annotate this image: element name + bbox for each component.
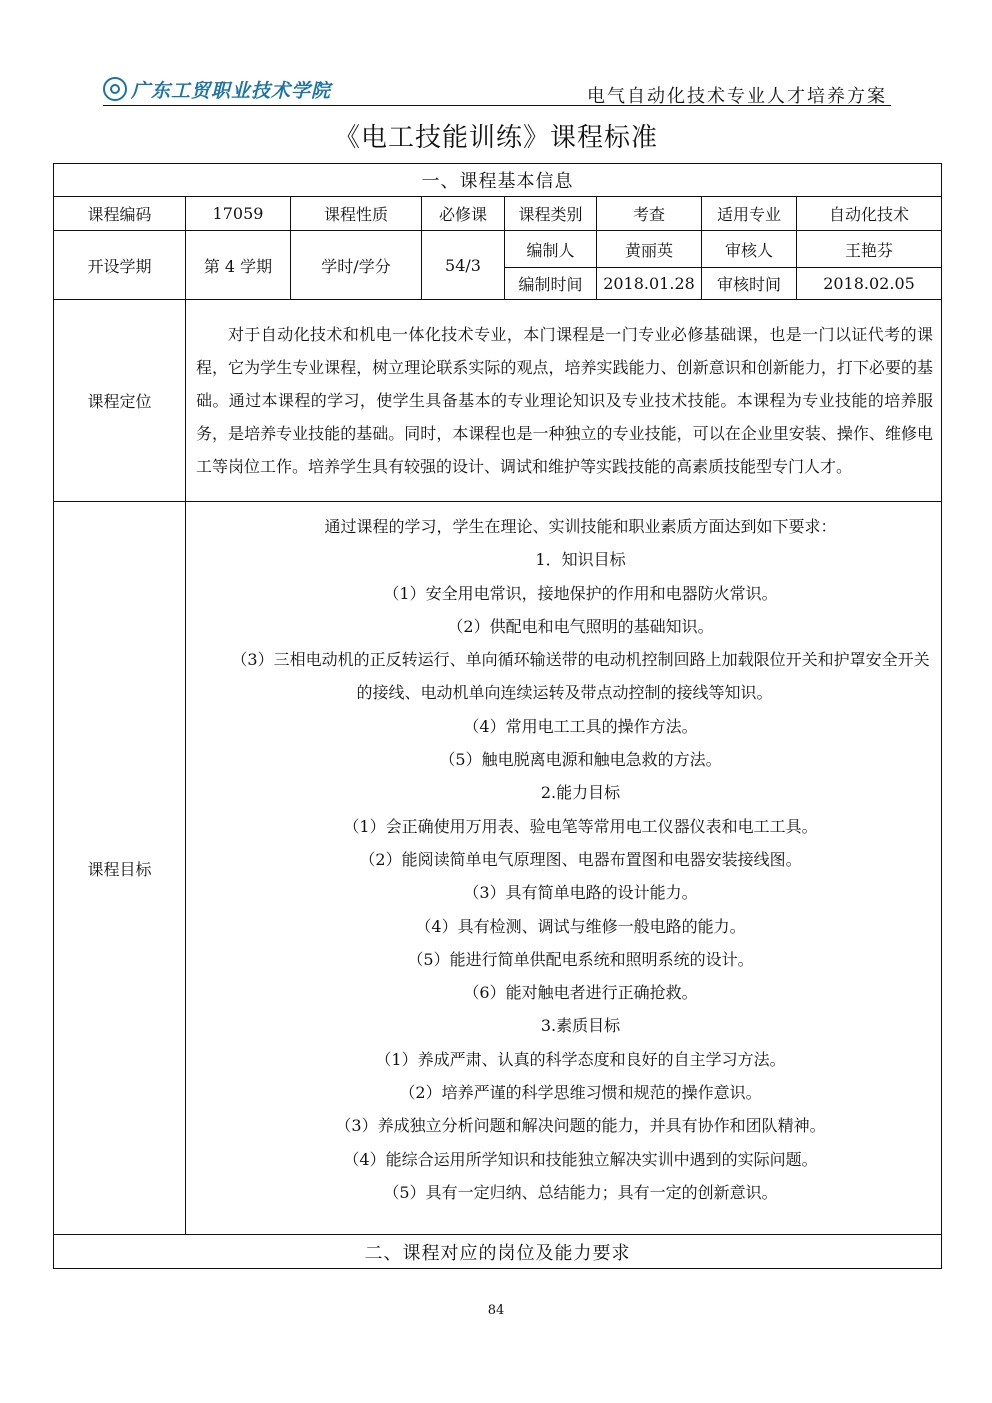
goal-item: （5）能进行简单供配电系统和照明系统的设计。 [407, 949, 754, 969]
goal-item: （2）培养严谨的科学思维习惯和规范的操作意识。 [399, 1083, 762, 1103]
course-code-label: 课程编码 [54, 197, 186, 231]
editor-value: 黄丽英 [597, 231, 702, 268]
review-time-value: 2018.02.05 [797, 268, 942, 300]
table-row [54, 300, 942, 502]
term-label: 开设学期 [54, 231, 186, 300]
goals-label: 课程目标 [54, 502, 186, 1235]
page-header [103, 72, 891, 106]
course-category-value: 考查 [597, 197, 702, 231]
goal-item: （1）安全用电常识，接地保护的作用和电器防火常识。 [383, 583, 778, 603]
section-heading-basic-info: 一、课程基本信息 [54, 164, 942, 197]
page-number: 84 [487, 1303, 505, 1318]
goal-item: （5）具有一定归纳、总结能力；具有一定的创新意识。 [383, 1182, 778, 1202]
hours-credits-value: 54/3 [422, 231, 505, 300]
goal-item: （4）具有检测、调试与维修一般电路的能力。 [415, 916, 746, 936]
goal-item: （1）养成严肃、认真的科学态度和良好的自主学习方法。 [375, 1049, 786, 1069]
review-time-label: 审核时间 [702, 268, 797, 300]
table-row [54, 502, 942, 1235]
table-row [54, 197, 942, 231]
editor-label: 编制人 [505, 231, 597, 268]
hours-credits-label: 学时/学分 [291, 231, 422, 300]
goal-item: （3）三相电动机的正反转运行、单向循环输送带的电动机控制回路上加载限位开关和护罩安全开关的接线、电动机单向连续运转及带点动控制的接线等知识。 [231, 650, 930, 703]
goals-intro: 通过课程的学习，学生在理论、实训技能和职业素质方面达到如下要求： [324, 517, 837, 536]
applicable-major-value: 自动化技术 [797, 197, 942, 231]
goal-item: （2）能阅读简单电气原理图、电器布置图和电器安装接线图。 [359, 849, 802, 869]
header-divider [103, 105, 891, 106]
goal-item: （3）具有简单电路的设计能力。 [463, 883, 698, 903]
school-name: 广东工贸职业技术学院 [131, 79, 332, 102]
goal-item: （3）养成独立分析问题和解决问题的能力，并具有协作和团队精神。 [335, 1116, 826, 1136]
goal-item: （6）能对触电者进行正确抢救。 [463, 983, 698, 1003]
document-title: 《电工技能训练》课程标准 [333, 123, 658, 153]
goal-heading: 2.能力目标 [540, 783, 621, 803]
course-category-label: 课程类别 [505, 197, 597, 231]
goal-item: （4）能综合运用所学知识和技能独立解决实训中遇到的实际问题。 [343, 1149, 818, 1169]
reviewer-label: 审核人 [702, 231, 797, 268]
applicable-major-label: 适用专业 [702, 197, 797, 231]
goal-item: （4）常用电工工具的操作方法。 [463, 716, 698, 736]
reviewer-value: 王艳芬 [797, 231, 942, 268]
section-heading-positions: 二、课程对应的岗位及能力要求 [54, 1235, 942, 1269]
positioning-cell [186, 300, 942, 502]
goal-heading: 3.素质目标 [540, 1016, 621, 1036]
goals-cell [186, 502, 942, 1235]
table-row [54, 231, 942, 268]
term-value: 第 4 学期 [186, 231, 291, 300]
course-nature-label: 课程性质 [291, 197, 422, 231]
course-nature-value: 必修课 [422, 197, 505, 231]
course-code-value: 17059 [186, 197, 291, 231]
course-standard-table [53, 163, 942, 1269]
header-title: 电气自动化技术专业人才培养方案 [587, 86, 887, 107]
goal-item: （2）供配电和电气照明的基础知识。 [447, 616, 714, 636]
edit-time-label: 编制时间 [505, 268, 597, 300]
positioning-text: 对于自动化技术和机电一体化技术专业，本门课程是一门专业必修基础课，也是一门以证代考的课程，它为学生专业课程，树立理论联系实际的观点，培养实践能力、创新意识和创新能力，打下必要的基础。通过本课程的学习，使学生具备基本的专业理论知识及专业技术技能。本课程为专业技能的培养服务，是培养专业技能的基础。同时，本课程也是一种独立的专业技能，可以在企业里安装、操作、维修电工等岗位工作。培养学生具有较强的设计、调试和维护等实践技能的高素质技能型专门人才。 [196, 325, 933, 476]
edit-time-value: 2018.01.28 [597, 268, 702, 300]
goal-item: （5）触电脱离电源和触电急救的方法。 [439, 750, 722, 770]
school-logo [103, 74, 331, 104]
school-emblem-icon [103, 77, 127, 101]
positioning-label: 课程定位 [54, 300, 186, 502]
goal-item: （1）会正确使用万用表、验电笔等常用电工仪器仪表和电工工具。 [343, 816, 818, 836]
goal-heading: 1．知识目标 [535, 550, 626, 570]
